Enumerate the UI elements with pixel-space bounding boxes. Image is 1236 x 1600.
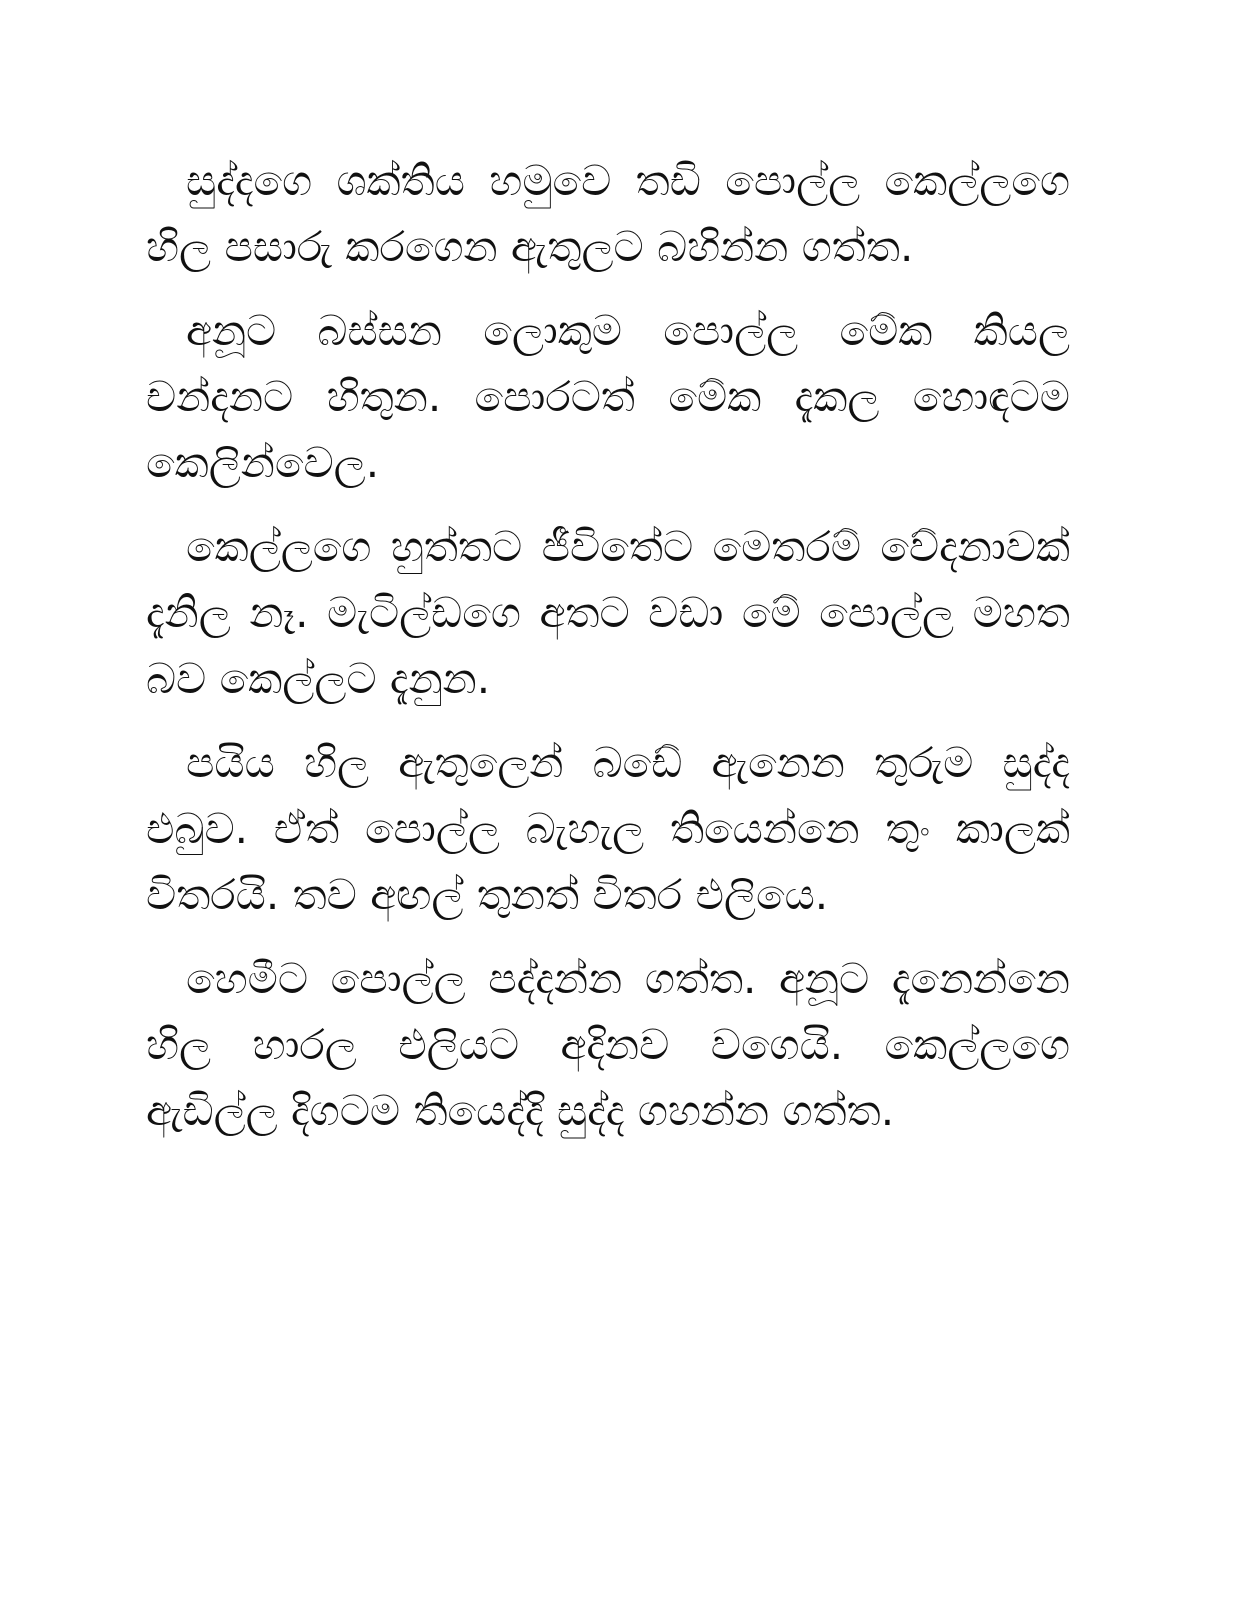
paragraph-2: අනූට බස්සන ලොකුම පොල්ල මේක කියල චන්දනට හිතුන. පොරටත් මේක දැකල හොඳටම කෙලින්වෙල. — [146, 306, 1070, 487]
paragraph-3: කෙල්ලගෙ හුත්තට ජීවිතේට මෙතරම් වේදනාවක් දැනිල නෑ. මැටිල්ඩගෙ අතට වඩා මේ පොල්ල මහත බව කෙල්ලට දැනුන. — [146, 522, 1070, 703]
story-text — [146, 148, 1070, 1144]
paragraph-4: පයිය හිල ඇතුලෙන් බඩේ ඇනෙන තුරුම සුද්ද එබුව. ඒත් පොල්ල බැහැල තියෙන්නෙ තුං කාලක් විතරයි. තව අඟල් තුනත් විතර එලියෙ. — [146, 738, 1070, 919]
paragraph-1: සුද්දගෙ ශක්තිය හමුවෙ තඩි පොල්ල කෙල්ලගෙ හිල පසාරු කරගෙන ඇතුලට බහින්න ගත්ත. — [146, 156, 1070, 271]
paragraph-5: හෙමීට පොල්ල පද්දන්න ගත්ත. අනූට දැනෙන්නෙ හිල හාරල එලියට අදිනව වගෙයි. කෙල්ලගෙ ඇඩිල්ල දිගටම තියෙද්දි සුද්ද ගහන්න ගත්ත. — [146, 954, 1070, 1135]
